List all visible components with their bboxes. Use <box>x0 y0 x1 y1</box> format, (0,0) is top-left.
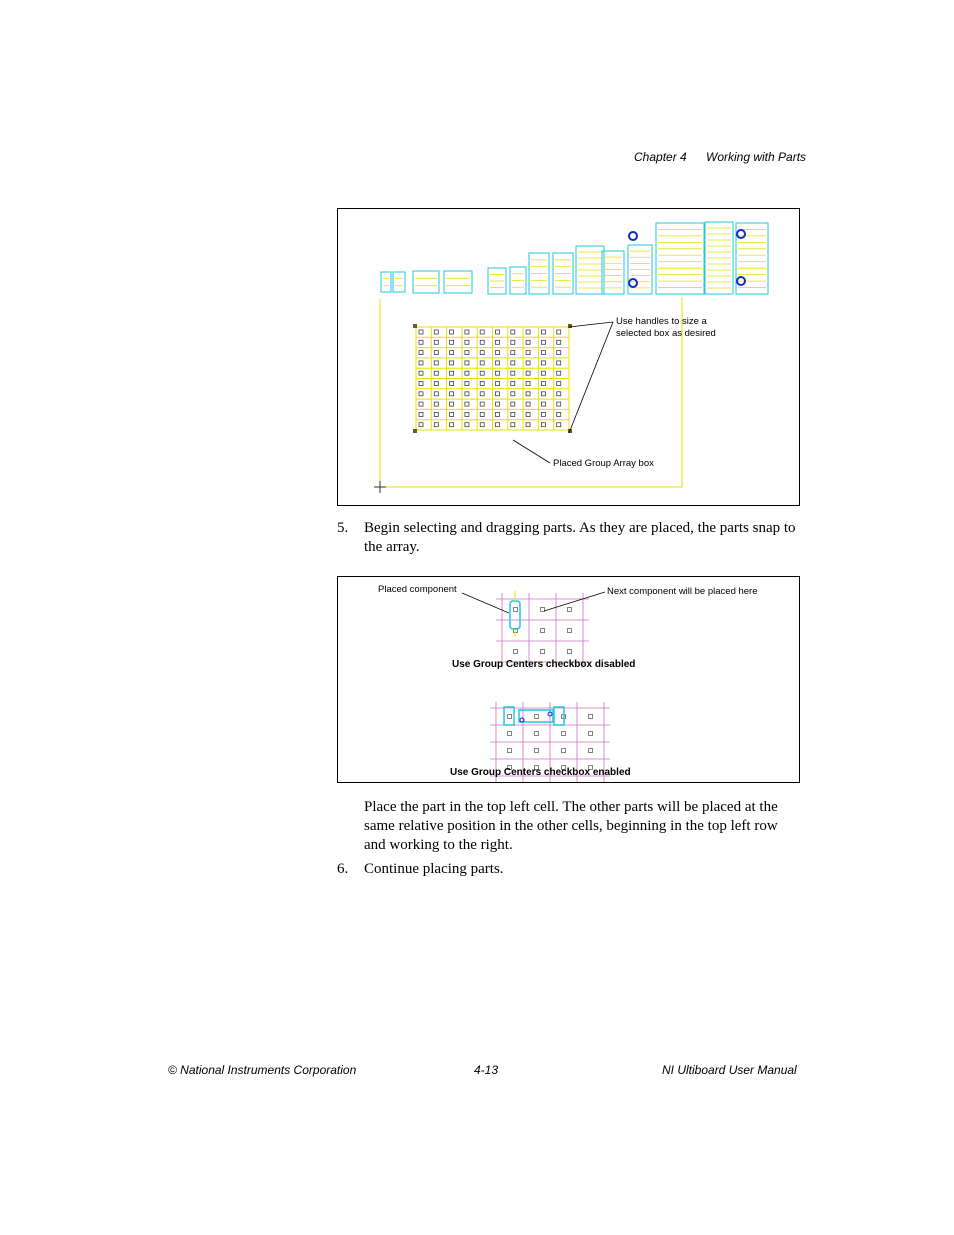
caption-enabled: Use Group Centers checkbox enabled <box>450 767 631 778</box>
grid-pad <box>562 749 566 753</box>
figure-group-centers <box>337 576 800 783</box>
array-pad <box>496 371 500 375</box>
array-pad <box>419 423 423 427</box>
placed-component <box>554 707 564 725</box>
array-pad <box>511 371 515 375</box>
array-pad <box>450 382 454 386</box>
array-pad <box>465 402 469 406</box>
footer-manual-title: NI Ultiboard User Manual <box>662 1063 797 1077</box>
figure-group-centers-drawing <box>338 577 799 782</box>
array-pad <box>557 402 561 406</box>
array-pad <box>541 330 545 334</box>
array-pad <box>480 392 484 396</box>
selection-handle <box>568 324 572 328</box>
array-pad <box>419 340 423 344</box>
grid-pad <box>535 715 539 719</box>
array-pad <box>526 330 530 334</box>
component-footprint <box>736 223 768 294</box>
grid-pad <box>589 715 593 719</box>
array-pad <box>419 351 423 355</box>
array-pad <box>526 361 530 365</box>
placed-component <box>510 601 520 629</box>
array-pad <box>419 371 423 375</box>
array-pad <box>465 340 469 344</box>
grid-pad <box>508 749 512 753</box>
array-pad <box>434 371 438 375</box>
leader-line <box>569 322 613 327</box>
component-footprint <box>444 271 472 293</box>
footer-copyright: © National Instruments Corporation <box>168 1063 357 1077</box>
array-pad <box>450 412 454 416</box>
array-pad <box>511 361 515 365</box>
label-placed-component: Placed component <box>378 584 457 595</box>
array-pad <box>434 423 438 427</box>
array-pad <box>557 382 561 386</box>
array-pad <box>434 340 438 344</box>
array-pad <box>526 340 530 344</box>
array-pad <box>541 351 545 355</box>
label-next-component: Next component will be placed here <box>607 586 758 597</box>
array-pad <box>511 382 515 386</box>
array-pad <box>419 382 423 386</box>
array-pad <box>557 392 561 396</box>
array-pad <box>511 351 515 355</box>
array-pad <box>465 412 469 416</box>
leader-line <box>513 440 550 463</box>
grid-pad <box>541 629 545 633</box>
grid-pad <box>508 715 512 719</box>
grid-pad <box>514 650 518 654</box>
array-pad <box>450 330 454 334</box>
array-pad <box>434 351 438 355</box>
array-pad <box>434 382 438 386</box>
array-pad <box>465 351 469 355</box>
placed-component <box>504 707 514 725</box>
component-footprint <box>393 272 405 292</box>
array-pad <box>541 423 545 427</box>
grid-pad <box>508 732 512 736</box>
array-pad <box>496 361 500 365</box>
array-pad <box>496 340 500 344</box>
array-pad <box>434 412 438 416</box>
array-pad <box>450 423 454 427</box>
grid-pad <box>589 749 593 753</box>
array-pad <box>434 361 438 365</box>
annotation-group-array-box: Placed Group Array box <box>553 458 654 469</box>
array-pad <box>480 412 484 416</box>
array-pad <box>541 412 545 416</box>
array-pad <box>419 392 423 396</box>
array-pad <box>496 392 500 396</box>
selection-handle <box>413 429 417 433</box>
array-pad <box>541 371 545 375</box>
array-pad <box>465 423 469 427</box>
array-pad <box>557 351 561 355</box>
array-pad <box>480 382 484 386</box>
array-pad <box>511 330 515 334</box>
array-pad <box>496 382 500 386</box>
body-paragraph: Place the part in the top left cell. The other parts will be placed at the same relative position in the other cells, beginning in the top left row and working to the right. <box>364 799 778 853</box>
array-pad <box>465 330 469 334</box>
array-pad <box>419 330 423 334</box>
array-pad <box>450 402 454 406</box>
array-pad <box>541 382 545 386</box>
array-pad <box>526 402 530 406</box>
array-pad <box>526 351 530 355</box>
component-footprint <box>413 271 439 293</box>
mounting-hole <box>629 232 637 240</box>
array-pad <box>419 361 423 365</box>
array-pad <box>526 412 530 416</box>
component-footprint <box>656 223 704 294</box>
array-pad <box>450 392 454 396</box>
array-pad <box>450 340 454 344</box>
array-pad <box>450 361 454 365</box>
array-pad <box>465 371 469 375</box>
array-pad <box>434 330 438 334</box>
array-pad <box>557 423 561 427</box>
grid-pad <box>568 629 572 633</box>
array-pad <box>465 392 469 396</box>
array-pad <box>557 340 561 344</box>
array-pad <box>557 412 561 416</box>
grid-pad <box>589 732 593 736</box>
array-pad <box>557 371 561 375</box>
array-pad <box>511 423 515 427</box>
annotation-handles: Use handles to size a selected box as desired <box>616 316 716 339</box>
grid-pad <box>514 608 518 612</box>
array-pad <box>526 382 530 386</box>
step-5-text: Begin selecting and dragging parts. As they are placed, the parts snap to the array. <box>364 520 796 555</box>
array-pad <box>450 371 454 375</box>
grid-pad <box>541 608 545 612</box>
section-title: Working with Parts <box>706 150 807 164</box>
array-pad <box>465 361 469 365</box>
array-pad <box>526 392 530 396</box>
array-pad <box>496 423 500 427</box>
array-pad <box>496 351 500 355</box>
array-pad <box>557 330 561 334</box>
array-pad <box>434 402 438 406</box>
array-pad <box>450 351 454 355</box>
grid-pad <box>562 732 566 736</box>
grid-pad <box>535 732 539 736</box>
chapter-label: Chapter 4 <box>634 150 687 164</box>
array-pad <box>541 392 545 396</box>
array-pad <box>526 371 530 375</box>
mounting-hole <box>737 230 745 238</box>
array-pad <box>511 392 515 396</box>
leader-line <box>544 592 605 611</box>
grid-pad <box>535 749 539 753</box>
array-pad <box>480 330 484 334</box>
array-pad <box>480 351 484 355</box>
step-6-number: 6. <box>337 861 349 877</box>
array-pad <box>511 340 515 344</box>
grid-pad <box>541 650 545 654</box>
array-pad <box>480 371 484 375</box>
array-pad <box>511 402 515 406</box>
array-pad <box>496 330 500 334</box>
array-pad <box>541 361 545 365</box>
footer-page-number: 4-13 <box>474 1063 499 1077</box>
step-6-text: Continue placing parts. <box>364 861 504 877</box>
leader-line <box>569 322 613 433</box>
array-pad <box>480 402 484 406</box>
figure-group-array <box>337 208 800 506</box>
array-pad <box>496 412 500 416</box>
array-pad <box>419 402 423 406</box>
array-pad <box>526 423 530 427</box>
caption-disabled: Use Group Centers checkbox disabled <box>452 659 636 670</box>
array-pad <box>541 402 545 406</box>
array-pad <box>496 402 500 406</box>
grid-pad <box>568 608 572 612</box>
array-pad <box>419 412 423 416</box>
array-pad <box>480 340 484 344</box>
grid-pad <box>568 650 572 654</box>
array-pad <box>465 382 469 386</box>
array-pad <box>480 361 484 365</box>
mounting-hole <box>629 279 637 287</box>
component-footprint <box>381 272 391 292</box>
array-pad <box>511 412 515 416</box>
selection-handle <box>413 324 417 328</box>
step-5-number: 5. <box>337 520 349 536</box>
array-pad <box>557 361 561 365</box>
array-pad <box>434 392 438 396</box>
array-pad <box>541 340 545 344</box>
array-pad <box>480 423 484 427</box>
